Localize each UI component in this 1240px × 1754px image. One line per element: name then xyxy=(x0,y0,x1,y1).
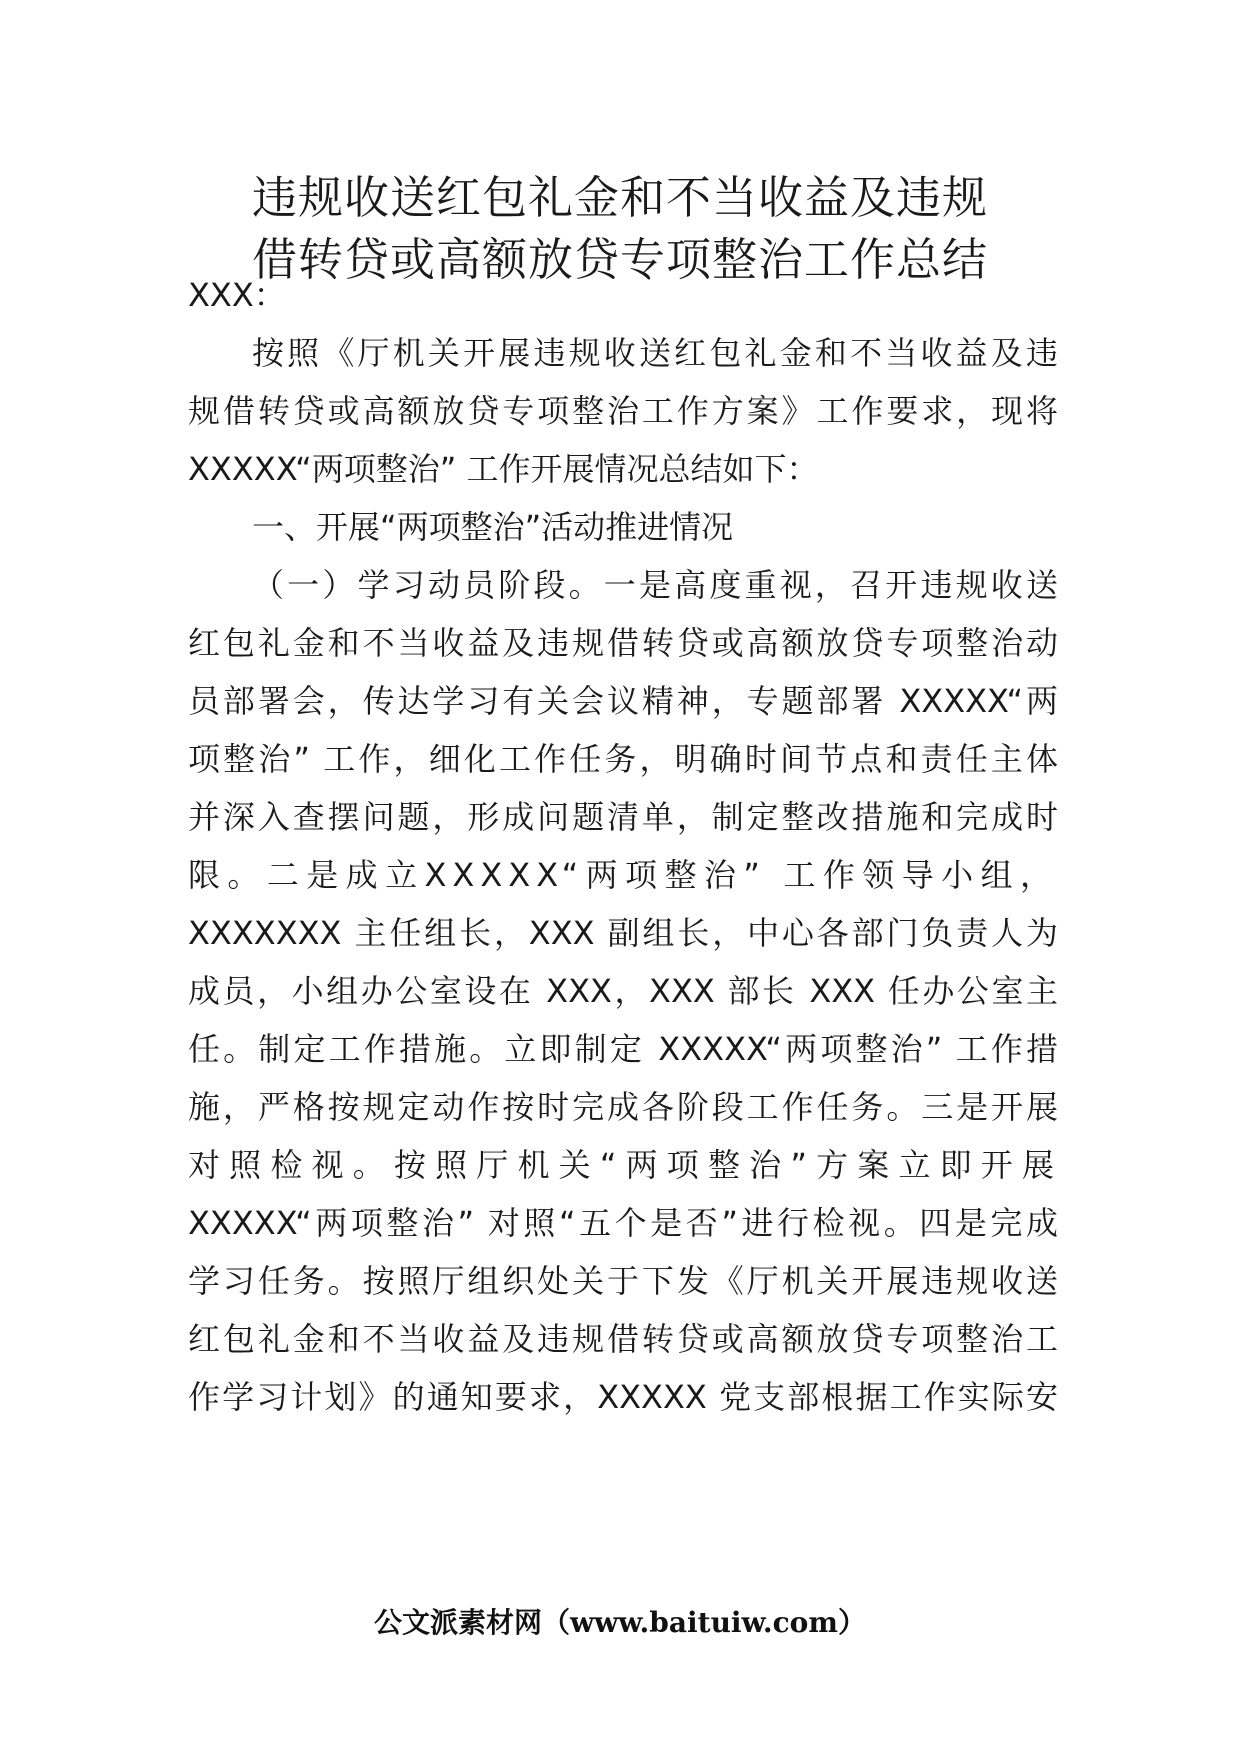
paragraph-line: 施，严格按规定动作按时完成各阶段工作任务。三是开展 xyxy=(188,1088,1058,1126)
paragraph-line: XXXXX“两项整治” 对照“五个是否”进行检视。四是完成 xyxy=(188,1204,1058,1242)
paragraph-line: 按照《厅机关开展违规收送红包礼金和不当收益及违 xyxy=(252,334,1058,372)
paragraph-line: 红包礼金和不当收益及违规借转贷或高额放贷专项整治动 xyxy=(188,624,1058,662)
paragraph-line: XXXXX“两项整治” 工作开展情况总结如下： xyxy=(188,450,819,488)
paragraph-line: 员部署会，传达学习有关会议精神，专题部署 XXXXX“两 xyxy=(188,682,1058,720)
paragraph-line: 红包礼金和不当收益及违规借转贷或高额放贷专项整治工 xyxy=(188,1320,1058,1358)
paragraph-line: 限。二是成立XXXXX“两项整治” 工作领导小组， xyxy=(188,856,1058,894)
paragraph-line: 对照检视。按照厅机关“两项整治”方案立即开展 xyxy=(188,1146,1058,1184)
paragraph-line: 成员，小组办公室设在 XXX，XXX 部长 XXX 任办公室主 xyxy=(188,972,1058,1010)
footer-watermark: 公文派素材网（www.baituiw.com） xyxy=(374,1606,866,1639)
paragraph-line: 作学习计划》的通知要求，XXXXX 党支部根据工作实际安 xyxy=(188,1378,1058,1416)
salutation: XXX： xyxy=(188,276,286,314)
document-title-line-2: 借转贷或高额放贷专项整治工作总结 xyxy=(251,233,988,286)
paragraph-line: XXXXXXX 主任组长，XXX 副组长，中心各部门负责人为 xyxy=(188,914,1058,952)
paragraph-line: （一）学习动员阶段。一是高度重视，召开违规收送 xyxy=(252,566,1058,604)
paragraph-line: 项整治” 工作，细化工作任务，明确时间节点和责任主体 xyxy=(188,740,1058,778)
paragraph-line: 并深入查摆问题，形成问题清单，制定整改措施和完成时 xyxy=(188,798,1058,836)
paragraph-line: 学习任务。按照厅组织处关于下发《厅机关开展违规收送 xyxy=(188,1262,1058,1300)
document-title-line-1: 违规收送红包礼金和不当收益及违规 xyxy=(251,171,988,224)
paragraph-line: 任。制定工作措施。立即制定 XXXXX“两项整治” 工作措 xyxy=(188,1030,1058,1068)
paragraph-line: 规借转贷或高额放贷专项整治工作方案》工作要求，现将 xyxy=(188,392,1058,430)
section-heading: 一、开展“两项整治”活动推进情况 xyxy=(252,508,734,546)
